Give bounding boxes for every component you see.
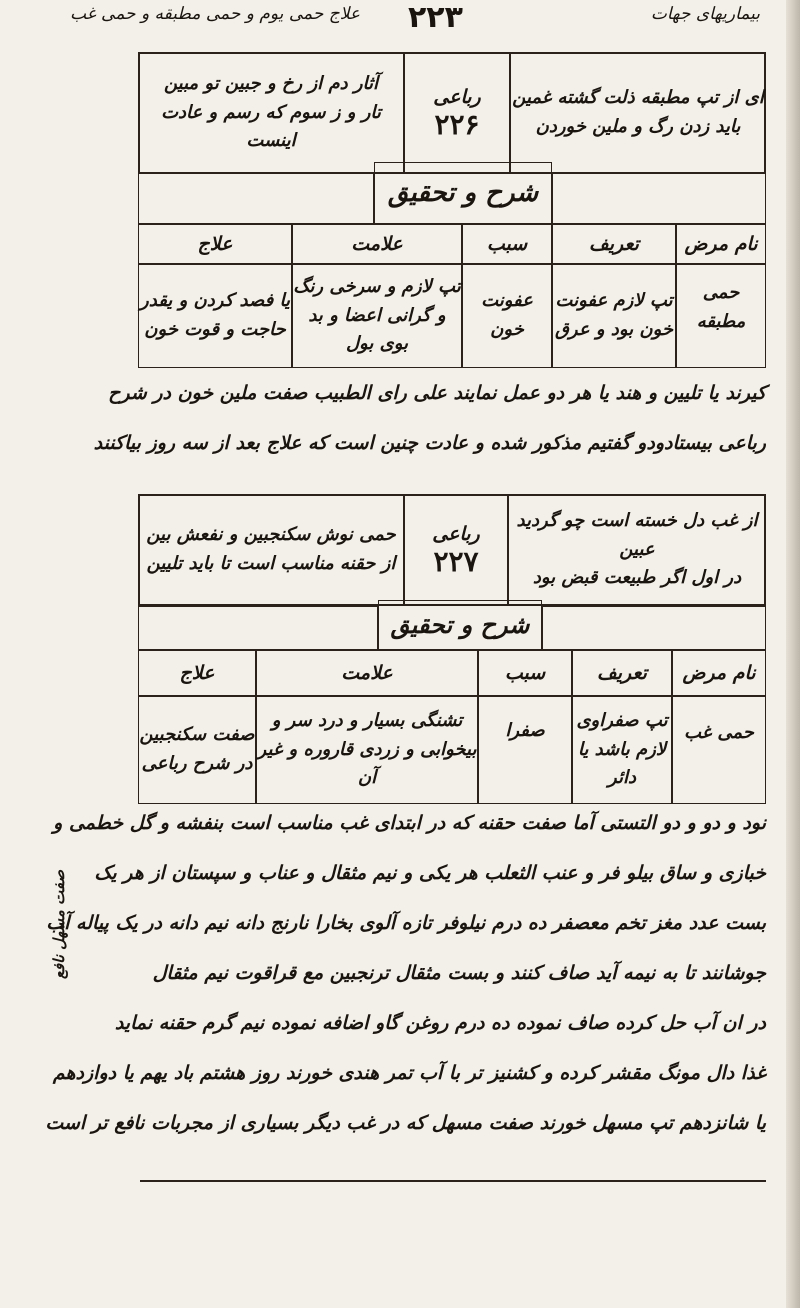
page-binding-edge [786,0,800,1308]
prose-line: نود و دو و دو التستی آما صفت حقنه که در ابتدای غب مناسب است بنفشه و گل خطمی و [53,812,766,834]
sharh-label: شرح و تحقیق [390,611,530,639]
th-name [676,224,766,264]
th-label: سبب [486,233,528,255]
prose-line: بست عدد مغز تخم معصفر ده درم نیلوفر تازه آلوی بخارا نارنج دانه نیم دانه در یک پیاله آب [46,912,766,934]
margin-annotation: صفت مسهل نافع [50,870,68,980]
prose-line: در ان آب حل کرده صاف نموده ده درم روغن گاو اضافه نموده نیم گرم حقنه نماید [114,1012,766,1034]
td-name [676,264,766,368]
cell-text: عفونت خون [481,290,533,340]
sharh-side-right [552,172,766,224]
ruba-number: ۲۲۶ [434,107,480,141]
verse-line: ای از تپ مطبقه ذلت گشته غمین [512,87,764,109]
ruba-label: رباعی [433,85,481,108]
prose-line: غذا دال مونگ مقشر کرده و کشنیز تر با آب تمر هندی خورند روز هشتم باد یهم یا دوازدهم [52,1062,766,1084]
th-tarif [572,650,672,696]
cell-text: تپ لازم و سرخی رنگ و گرانی اعضا و بد بوی بول [293,275,461,355]
td-name [672,696,766,804]
verse-line: آثار دم از رخ و جبین تو مبین [163,72,379,94]
prose-line: کیرند یا تلیین و هند یا هر دو عمل نمایند علی رای الطبیب صفت ملین خون در شرح [108,382,766,404]
verse-line: باید زدن رگ و ملین خوردن [535,116,741,137]
cell-text: صفت سکنجبین در شرح رباعی [139,724,255,774]
prose-line: یا شانزدهم تپ مسهل خورند صفت مسهل که در غب دیگر بسیاری از مجربات نافع تر است [45,1112,766,1134]
th-ilaj [138,650,256,696]
verse-line: حمی نوش سکنجبین و نفعش بین [146,524,396,546]
ruba-number-cell [404,52,510,174]
ruba-label: رباعی [432,522,480,545]
th-sabab [462,224,552,264]
th-label: تعریف [597,662,647,684]
td-tarif [572,696,672,804]
th-label: علاج [197,233,233,255]
th-label: تعریف [589,233,639,255]
prose-line: خبازی و ساق بیلو فر و عنب الثعلب هر یکی و نیم مثقال و عناب و سپستان از هر یک [94,862,766,884]
td-alamat [256,696,478,804]
sharh-side-left [138,172,374,224]
verse-line: از غب دل خسته است چو گردید عبین [516,509,758,560]
cell-text: یا فصد کردن و یقدر حاجت و قوت خون [140,290,290,340]
ruba-number: ۲۲۷ [433,544,479,578]
prose-line: رباعی بیستادودو گفتیم مذکور شده و عادت چنین است که علاج بعد از سه روز بیاکنند [93,432,766,454]
td-ilaj [138,264,292,368]
td-alamat [292,264,462,368]
td-sabab [462,264,552,368]
verse-left-cell [138,494,404,606]
verse-line: تار و ز سوم که رسم و عادت اینست [161,101,381,152]
sharh-label-cell [374,162,552,224]
th-label: نام مرض [684,233,758,255]
header-right-title: بیماریهای جهات [650,4,760,24]
sharh-side-right [542,606,766,650]
verse-line: از حقنه مناسب است تا باید تلیین [146,553,396,574]
bottom-rule [140,1180,766,1182]
verse-right-cell [508,494,766,606]
th-label: علاج [179,662,215,684]
cell-text: تشنگی بسیار و درد سر و بیخوابی و زردی قاروره و غیر آن [257,709,477,789]
td-ilaj [138,696,256,804]
th-ilaj [138,224,292,264]
th-tarif [552,224,676,264]
th-label: سبب [504,662,546,684]
th-sabab [478,650,572,696]
cell-text: تپ صفراوی لازم باشد یا دائر [576,709,668,789]
th-alamat [292,224,462,264]
th-name [672,650,766,696]
cell-text: صفرا [505,720,545,741]
td-sabab [478,696,572,804]
cell-text: حمی غب [684,722,754,743]
ruba-number-cell [404,494,508,606]
th-label: علامت [351,233,403,255]
td-tarif [552,264,676,368]
sharh-side-left [138,606,378,650]
cell-text: تپ لازم عفونت خون بود و عرق [554,290,674,340]
prose-line: جوشانند تا به نیمه آید صاف کنند و بست مثقال ترنجبین مع قراقوت نیم مثقال [152,962,766,984]
th-label: علامت [341,662,393,684]
page-number: ۲۲۳ [408,0,463,35]
verse-line: در اول اگر طبیعت قبض بود [532,567,742,589]
cell-text: حمی مطبقه [696,282,746,332]
verse-right-cell [510,52,766,174]
verse-left-cell [138,52,404,174]
sharh-label: شرح و تحقیق [387,178,539,208]
th-alamat [256,650,478,696]
sharh-label-cell [378,600,542,650]
header-left-title: علاج حمی یوم و حمی مطبقه و حمی غب [70,4,360,24]
th-label: نام مرض [682,662,756,684]
